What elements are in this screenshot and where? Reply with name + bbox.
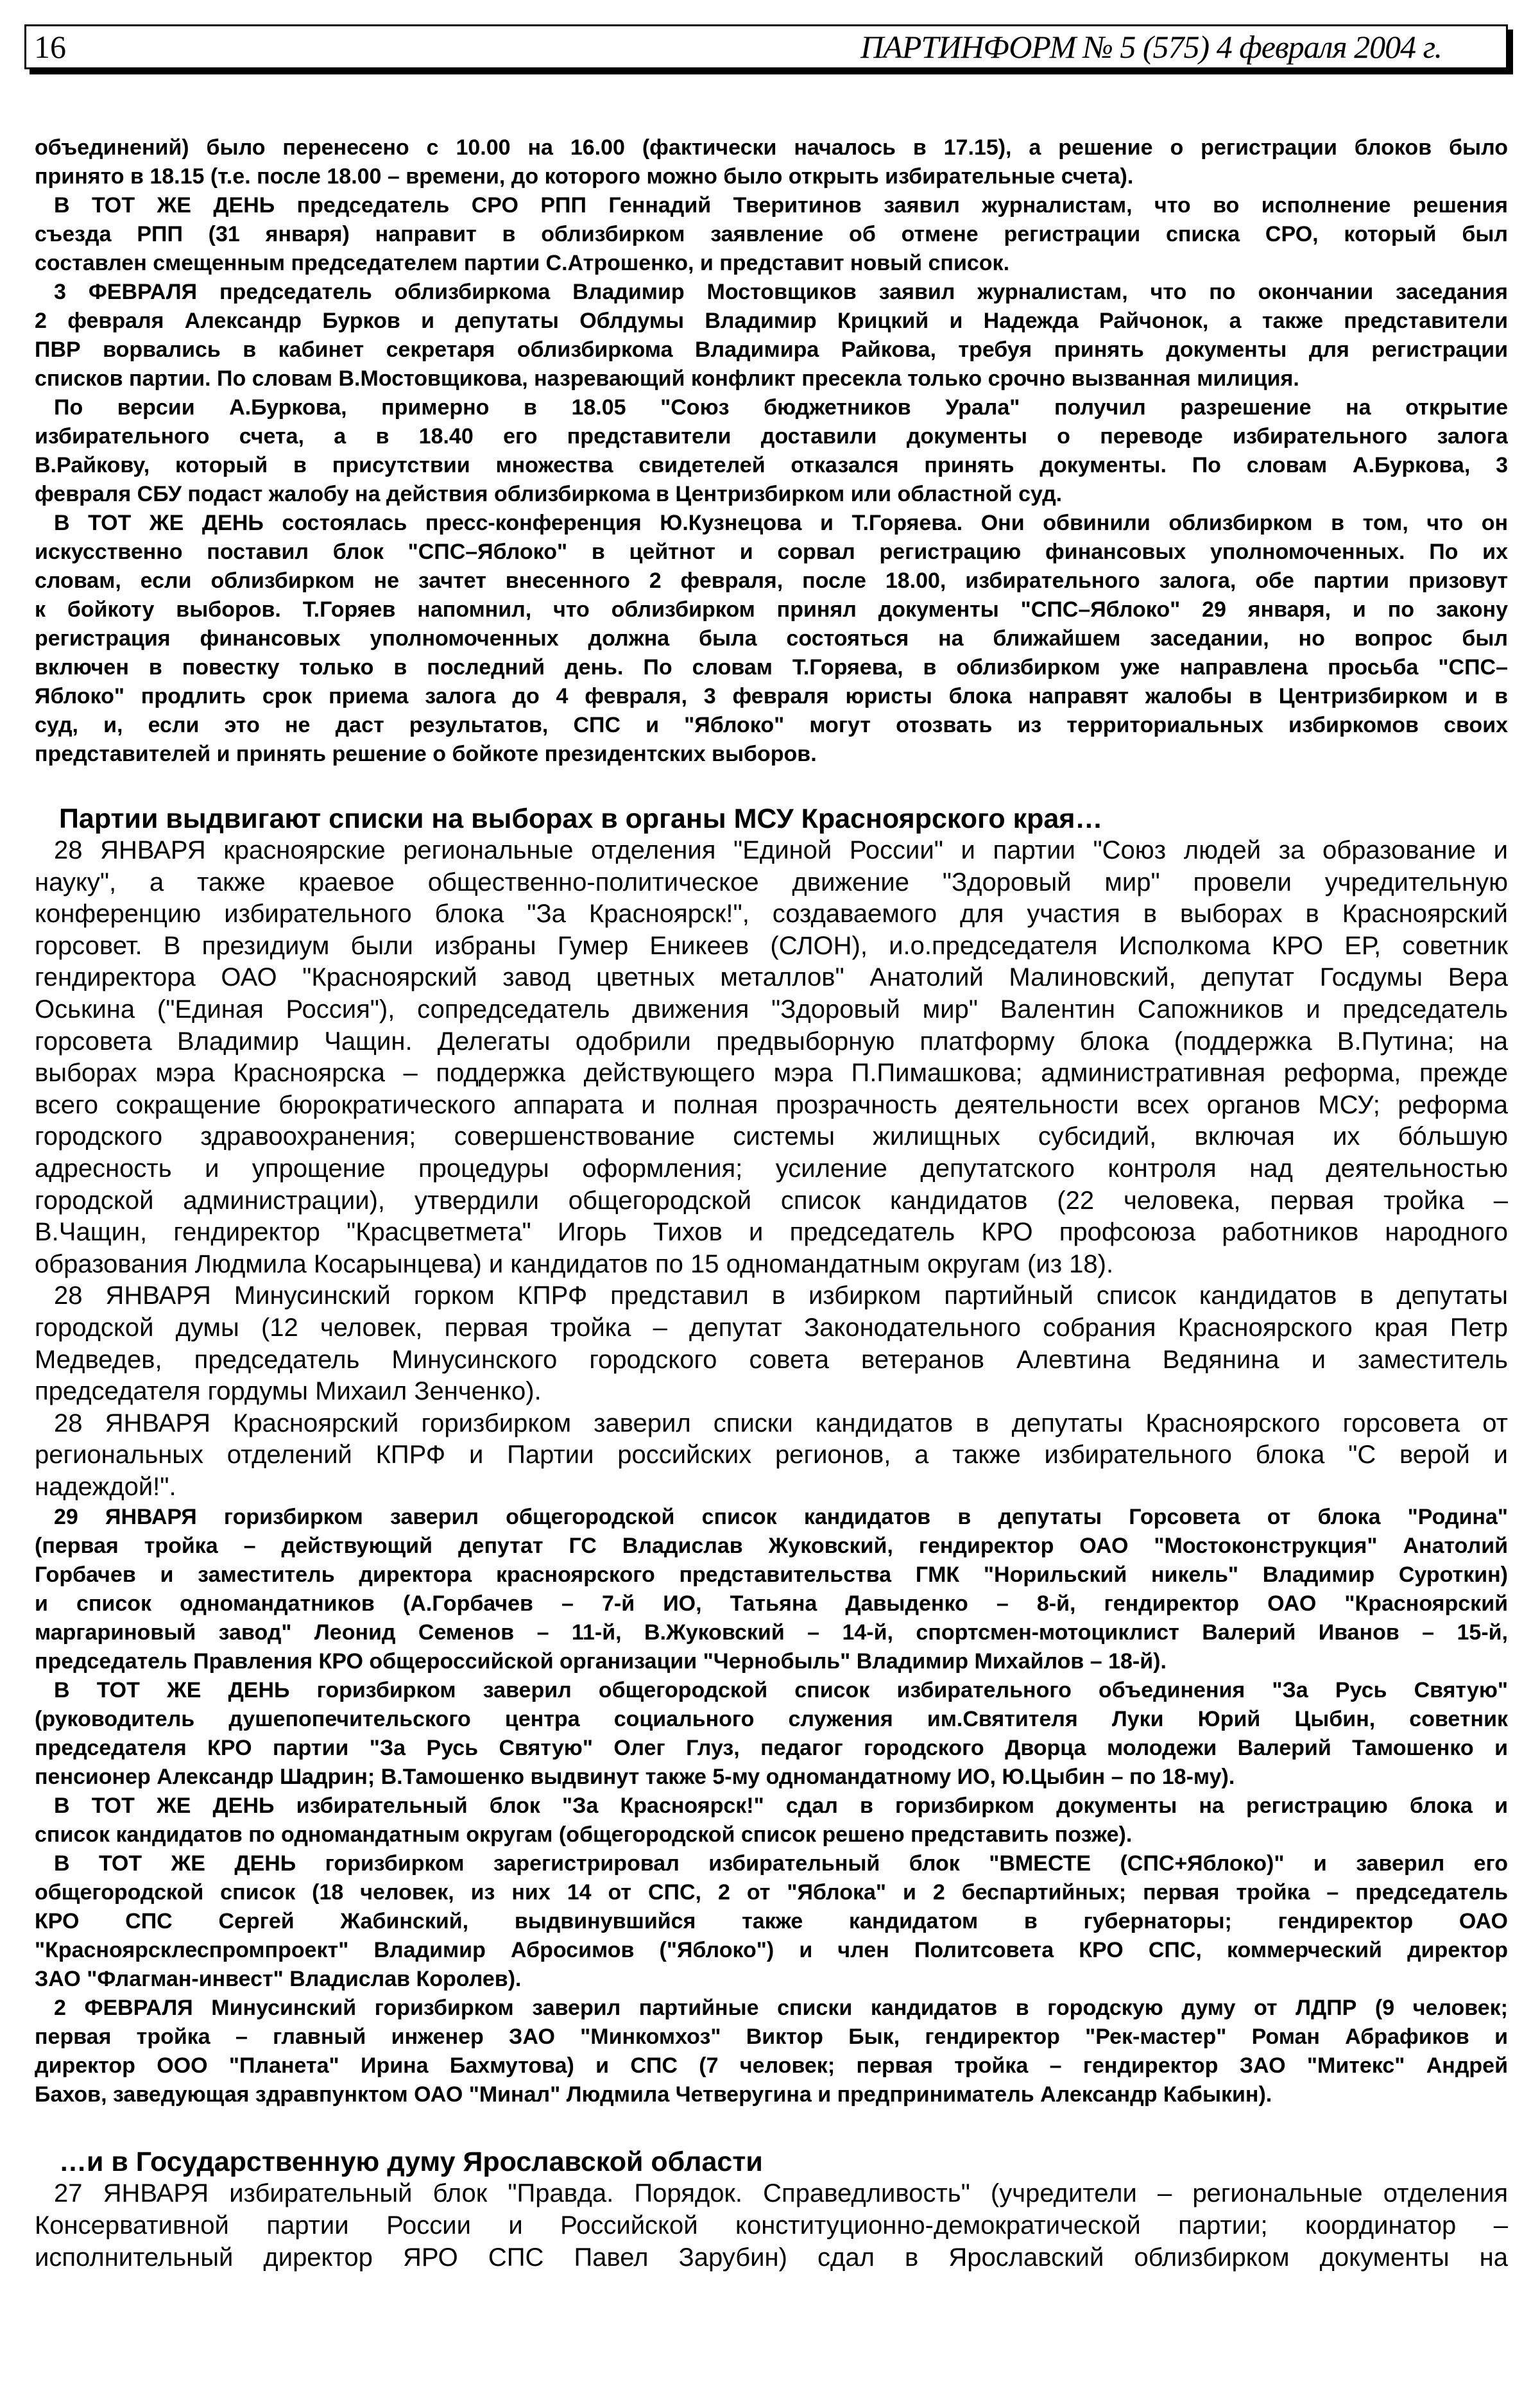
text-line: списков партии. По словам В.Мостовщикова, назревающий конфликт пресекла только срочно вызванная милиция. <box>35 366 1299 391</box>
text-line: (руководитель душепопечительского центра социального служения им.Святителя Луки Юрий Цыбин, советник <box>35 1707 1508 1732</box>
paragraph <box>35 1849 1508 1994</box>
text-line: Оськина ("Единая Россия"), сопредседатель движения "Здоровый мир" Валентин Сапожников и председатель <box>35 995 1508 1024</box>
text-line: общегородской список (18 человек, из них 14 от СПС, 2 от "Яблока" и 2 беспартийных; первая тройка – председатель <box>35 1880 1508 1905</box>
text-line: конференцию избирательного блока "За Красноярск!", создаваемого для участия в выборах в Красноярский <box>35 900 1508 929</box>
paragraph <box>35 509 1508 769</box>
text-line: объединений) было перенесено с 10.00 на 16.00 (фактически началось в 17.15), а решение о регистрации блоков было <box>35 135 1508 160</box>
text-line: КРО СПС Сергей Жабинский, выдвинувшийся также кандидатом в губернаторы; гендиректор ОАО <box>35 1909 1508 1934</box>
text-line: В ТОТ ЖЕ ДЕНЬ председатель СРО РПП Геннадий Тверитинов заявил журналистам, что во исполнение решения <box>54 193 1508 218</box>
text-line: выборах мэра Красноярска – поддержка действующего мэра П.Пимашкова; административная реформа, прежде <box>35 1059 1508 1088</box>
text-line: искусственно поставил блок "СПС–Яблоко" в цейтнот и сорвал регистрацию финансовых уполномоченных. По их <box>35 540 1508 564</box>
paragraph <box>35 133 1508 191</box>
text-line: городского здравоохранения; совершенствование системы жилищных субсидий, включая их бóльшую <box>35 1122 1508 1151</box>
text-line: В ТОТ ЖЕ ДЕНЬ состоялась пресс-конференция Ю.Кузнецова и Т.Горяева. Они обвинили облизбирком в том, что он <box>54 511 1508 535</box>
page-header <box>24 24 1508 69</box>
paragraph <box>35 1676 1508 1792</box>
text-line: В.Чащин, гендиректор "Красцветмета" Игорь Тихов и председатель КРО профсоюза работников народного <box>35 1218 1508 1247</box>
text-line: избирательного счета, а в 18.40 его представители доставили документы о переводе избирательного залога <box>35 424 1508 449</box>
text-line: горсовета Владимир Чащин. Делегаты одобрили предвыборную платформу блока (поддержка В.Путина; на <box>35 1027 1508 1056</box>
text-line: Горбачев и заместитель директора красноярского представительства ГМК "Норильский никель" Владимир Суроткин) <box>35 1563 1508 1588</box>
text-line: адресность и упрощение процедуры оформления; усиление депутатского контроля над деятельностью <box>35 1154 1508 1183</box>
text-line: В ТОТ ЖЕ ДЕНЬ горизбирком зарегистрировал избирательный блок "ВМЕСТЕ (СПС+Яблоко)" и заверил его <box>54 1851 1508 1876</box>
text-line: первая тройка – главный инженер ЗАО "Минкомхоз" Виктор Бык, гендиректор "Рек-мастер" Роман Абрафиков и <box>35 2025 1508 2050</box>
article-body <box>35 133 1508 2274</box>
text-line: 2 февраля Александр Бурков и депутаты Облдумы Владимир Крицкий и Надежда Райчонок, а также представители <box>35 309 1508 333</box>
text-line: ЗАО "Флагман-инвест" Владислав Королев). <box>35 1967 522 1992</box>
text-line: 28 ЯНВАРЯ Красноярский горизбирком заверил списки кандидатов в депутаты Красноярского горсовета от <box>54 1409 1508 1437</box>
text-line: пенсионер Александр Шадрин; В.Тамошенко выдвинут также 5-му одномандатному ИО, Ю.Цыбин – по 18-му). <box>35 1765 1235 1790</box>
text-line: февраля СБУ подаст жалобу на действия облизбиркома в Центризбирком или областной суд. <box>35 482 1063 506</box>
text-line: суд, и, если это не даст результатов, СПС и "Яблоко" могут отозвать из территориальных избиркомов своих <box>35 713 1508 737</box>
text-line: городской администрации), утвердили общегородской список кандидатов (22 человека, первая тройка – <box>35 1186 1508 1215</box>
paragraph <box>35 191 1508 278</box>
text-line: председателя гордумы Михаил Зенченко). <box>35 1377 542 1406</box>
text-line: принято в 18.15 (т.е. после 18.00 – времени, до которого можно было открыть избирательные счета). <box>35 164 1134 189</box>
text-line: надеждой!". <box>35 1472 176 1501</box>
text-line: гендиректора ОАО "Красноярский завод цветных металлов" Анатолий Малиновский, депутат Госдумы Вера <box>35 963 1508 992</box>
section-heading: Партии выдвигают списки на выборах в органы МСУ Красноярского края… <box>59 803 1103 834</box>
text-line: 28 ЯНВАРЯ красноярские региональные отделения "Единой России" и партии "Союз людей за образование и <box>54 836 1508 864</box>
text-line: В ТОТ ЖЕ ДЕНЬ горизбирком заверил общегородской список избирательного объединения "За Русь Святую" <box>54 1678 1508 1703</box>
text-line: Бахов, заведующая здравпунктом ОАО "Минал" Людмила Четверугина и предприниматель Александр Кабыкин). <box>35 2082 1272 2107</box>
text-line: Консервативной партии России и Российской конституционно-демократической партии; координатор – <box>35 2211 1508 2240</box>
text-line: Медведев, председатель Минусинского городского совета ветеранов Алевтина Ведянина и заместитель <box>35 1345 1508 1374</box>
text-line: горсовет. В президиум были избраны Гумер Еникеев (СЛОН), и.о.председателя Исполкома КРО ЕР, советник <box>35 931 1508 960</box>
text-line: 27 ЯНВАРЯ избирательный блок "Правда. Порядок. Справедливость" (учредители – региональные отделения <box>54 2179 1508 2208</box>
text-line: список кандидатов по одномандатным округам (общегородской список решено представить позже). <box>35 1822 1133 1847</box>
text-line: ПВР ворвались в кабинет секретаря облизбиркома Владимира Райкова, требуя принять документы для регистрации <box>35 338 1508 362</box>
yaroslavl-section <box>35 2146 1508 2274</box>
paragraph <box>35 2178 1508 2274</box>
text-line: 2 ФЕВРАЛЯ Минусинский горизбирком заверил партийные списки кандидатов в городскую думу от ЛДПР (9 человек; <box>54 1996 1508 2021</box>
paragraph <box>35 278 1508 393</box>
text-line: включен в повестку только в последний день. По словам Т.Горяева, в облизбирком уже направлена просьба "СПС– <box>35 655 1508 680</box>
page-number: 16 <box>34 29 66 65</box>
text-line: 28 ЯНВАРЯ Минусинский горком КПРФ представил в избирком партийный список кандидатов в депутаты <box>54 1281 1508 1310</box>
paragraph <box>35 393 1508 509</box>
text-line: региональных отделений КПРФ и Партии российских регионов, а также избирательного блока "С верой и <box>35 1441 1508 1469</box>
text-line: словам, если облизбирком не зачтет внесенного 2 февраля, после 18.00, избирательного залога, обе партии призовут <box>35 569 1508 593</box>
text-line: В ТОТ ЖЕ ДЕНЬ избирательный блок "За Красноярск!" сдал в горизбирком документы на регистрацию блока и <box>54 1794 1508 1819</box>
paragraph <box>35 1408 1508 1504</box>
issue-title: ПАРТИНФОРМ № 5 (575) 4 февраля 2004 г. <box>860 29 1442 65</box>
text-line: регистрация финансовых уполномоченных должна была состояться на ближайшем заседании, но вопрос был <box>35 626 1508 651</box>
section-heading: …и в Государственную думу Ярославской области <box>59 2146 763 2178</box>
paragraph <box>35 1280 1508 1407</box>
paragraph <box>35 1994 1508 2109</box>
krasnoyarsk-section <box>35 803 1508 2109</box>
text-line: В.Райкову, который в присутствии множества свидетелей отказался принять документы. По словам А.Буркова, 3 <box>35 453 1508 477</box>
text-line: "Красноярсклеспромпроект" Владимир Абросимов ("Яблоко") и член Политсовета КРО СПС, коммерческий директор <box>35 1938 1508 1963</box>
text-line: председателя КРО партии "За Русь Святую" Олег Глуз, педагог городского Дворца молодежи Валерий Тамошенко и <box>35 1736 1508 1761</box>
text-line: директор ООО "Планета" Ирина Бахмутова) и СПС (7 человек; первая тройка – гендиректор ЗАО "Митекс" Андрей <box>35 2053 1508 2078</box>
text-line: городской думы (12 человек, первая тройка – депутат Законодательного собрания Красноярского края Петр <box>35 1313 1508 1342</box>
text-line: составлен смещенным председателем партии С.Атрошенко, и представит новый список. <box>35 251 1010 275</box>
text-line: 3 ФЕВРАЛЯ председатель облизбиркома Владимир Мостовщиков заявил журналистам, что по окончании заседания <box>54 280 1508 304</box>
paragraph <box>35 1503 1508 1676</box>
text-line: маргариновый завод" Леонид Семенов – 11-й, В.Жуковский – 14-й, спортсмен-мотоциклист Валерий Иванов – 15-й, <box>35 1620 1508 1645</box>
text-line: съезда РПП (31 января) направит в облизбирком заявление об отмене регистрации списка СРО, который был <box>35 222 1508 246</box>
text-line: и список одномандатников (А.Горбачев – 7-й ИО, Татьяна Давыденко – 8-й, гендиректор ОАО "Красноярский <box>35 1591 1508 1616</box>
text-line: (первая тройка – действующий депутат ГС Владислав Жуковский, гендиректор ОАО "Мостоконструкция" Анатолий <box>35 1534 1508 1559</box>
text-line: всего сокращение бюрократического аппарата и полная прозрачность деятельности всех органов МСУ; реформа <box>35 1090 1508 1119</box>
paragraph <box>35 1792 1508 1849</box>
text-line: исполнительный директор ЯРО СПС Павел Зарубин) сдал в Ярославский облизбирком документы на <box>35 2243 1508 2272</box>
text-line: Яблоко" продлить срок приема залога до 4 февраля, 3 февраля юристы блока направят жалобы в Центризбирком и в <box>35 684 1508 708</box>
text-line: 29 ЯНВАРЯ горизбирком заверил общегородской список кандидатов в депутаты Горсовета от блока "Родина" <box>54 1505 1508 1530</box>
text-line: представителей и принять решение о бойкоте президентских выборов. <box>35 742 817 766</box>
text-line: к бойкоту выборов. Т.Горяев напомнил, что облизбирком принял документы "СПС–Яблоко" 29 января, и по закону <box>35 597 1508 622</box>
paragraph <box>35 835 1508 1280</box>
text-line: науку", а также краевое общественно-политическое движение "Здоровый мир" провели учредительную <box>35 868 1508 896</box>
text-line: председатель Правления КРО общероссийской организации "Чернобыль" Владимир Михайлов – 18-й). <box>35 1649 1167 1674</box>
intro-section <box>35 133 1508 769</box>
text-line: По версии А.Буркова, примерно в 18.05 "Союз бюджетников Урала" получил разрешение на открытие <box>54 395 1508 420</box>
text-line: образования Людмила Косарынцева) и кандидатов по 15 одномандатным округам (из 18). <box>35 1249 1114 1278</box>
